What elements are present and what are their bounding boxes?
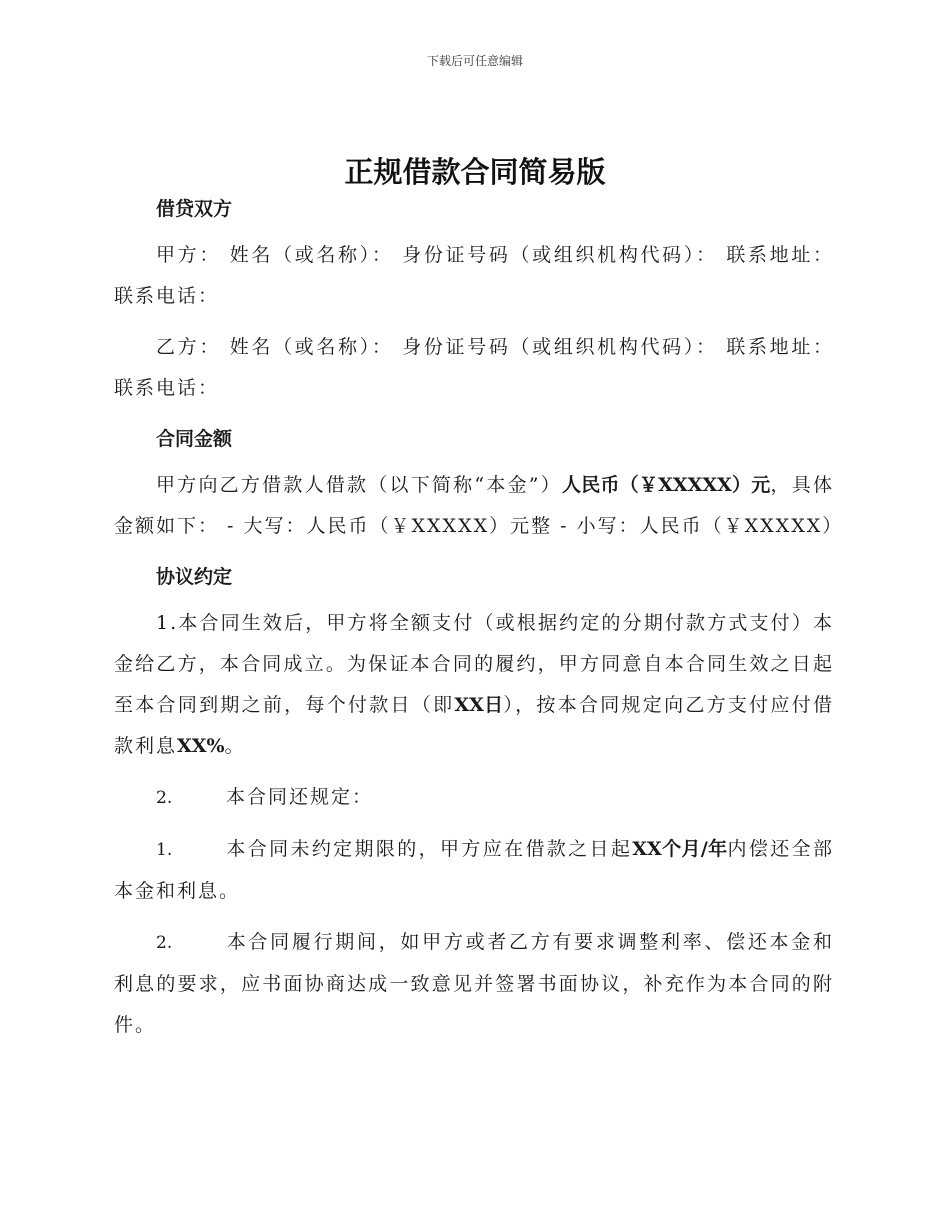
sub-clause-1-text-b: 内偿还全部本金和利息。 xyxy=(114,838,834,902)
clause-1-bold-day: XX日 xyxy=(454,694,504,716)
sub-clause-1-number: 1. xyxy=(156,840,173,860)
clause-2-number: 2. xyxy=(156,788,173,808)
clause-2-paragraph xyxy=(114,777,834,819)
clause-1-text-c: 。 xyxy=(224,735,246,757)
page-header-note: 下载后可任意编辑 xyxy=(426,54,523,68)
party-a-paragraph: 甲方： 姓名（或名称）： 身份证号码（或组织机构代码）： 联系地址： 联系电话： xyxy=(114,244,834,307)
amount-paragraph xyxy=(114,465,844,547)
amount-text-lead: 甲方向乙方借款人借款（以下简称“本金”） xyxy=(156,474,562,496)
sub-clause-1-text-a: 本合同未约定期限的，甲方应在借款之日起 xyxy=(226,838,633,860)
clause-2-text: 本合同还规定： xyxy=(226,786,374,808)
sub-clause-1-bold-term: XX个月/年 xyxy=(632,838,728,860)
section-heading-parties: 借贷双方 xyxy=(156,198,233,220)
sub-clause-2-number: 2. xyxy=(156,933,173,953)
clause-1-paragraph xyxy=(114,603,834,767)
clause-1-text-a: 1.本合同生效后，甲方将全额支付（或根据约定的分期付款方式支付）本金给乙方，本合同成立。为保证本合同的履约，甲方同意自本合同生效之日起至本合同到期之前，每个付款日（即 xyxy=(114,612,834,716)
sub-clause-1-paragraph xyxy=(114,829,834,912)
clause-1-text-b: ），按本合同规定向乙方支付应付借款利息 xyxy=(114,694,834,757)
section-heading-agreement: 协议约定 xyxy=(156,566,233,588)
sub-clause-2-paragraph xyxy=(114,922,834,1046)
clause-1-bold-rate: XX% xyxy=(177,735,225,757)
section-heading-amount: 合同金额 xyxy=(156,428,233,450)
party-b-paragraph: 乙方： 姓名（或名称）： 身份证号码（或组织机构代码）： 联系地址： 联系电话： xyxy=(114,336,834,399)
document-body xyxy=(114,193,844,1046)
sub-clause-2-text: 本合同履行期间，如甲方或者乙方有要求调整利率、偿还本金和利息的要求，应书面协商达成一致意见并签署书面协议，补充作为本合同的附件。 xyxy=(114,931,834,1036)
amount-bold-rmb: 人民币（￥XXXXX）元 xyxy=(561,474,771,496)
document-title: 正规借款合同简易版 xyxy=(344,155,606,189)
amount-text-detail: ，具体金额如下： - 大写：人民币（￥XXXXX）元整 - 小写：人民币（￥XXXXX） xyxy=(114,474,844,537)
